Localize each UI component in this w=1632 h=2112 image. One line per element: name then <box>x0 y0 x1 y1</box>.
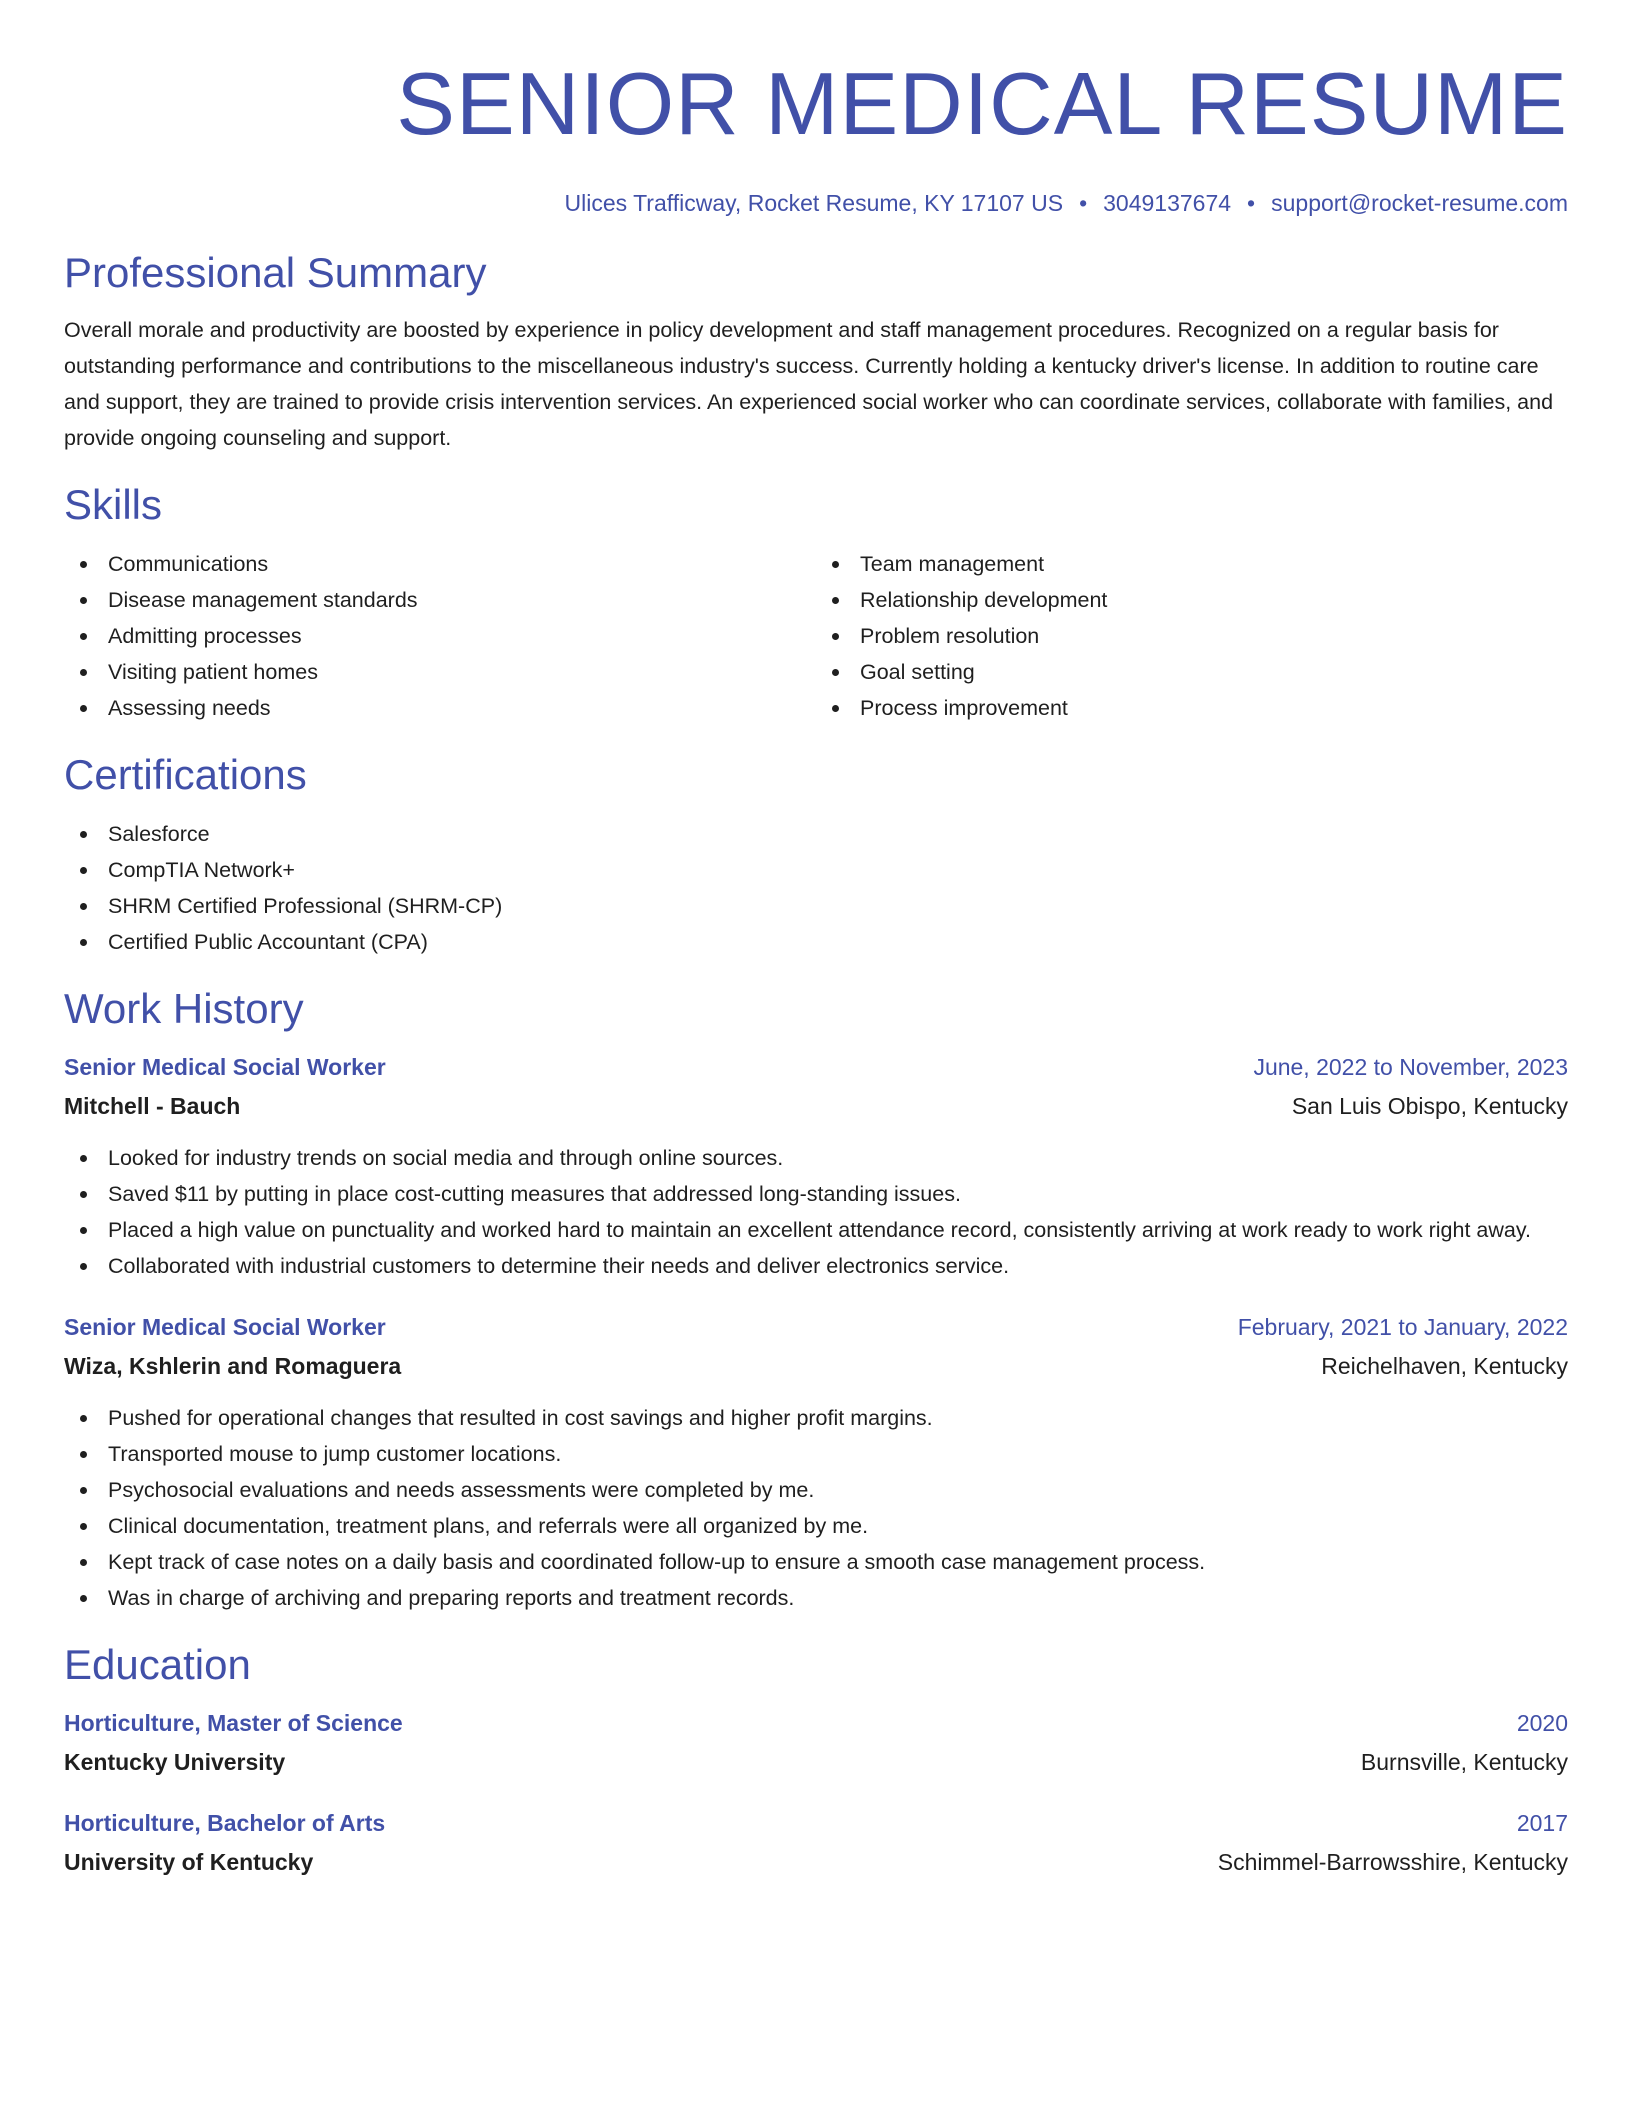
education-entry <box>64 1704 1568 1782</box>
job-entry <box>64 1048 1568 1284</box>
graduation-year: 2020 <box>1516 1710 1568 1736</box>
certifications-heading: Certifications <box>64 751 307 798</box>
school-row <box>64 1742 1568 1782</box>
skills-columns <box>64 546 1568 726</box>
job-bullets <box>64 1140 1568 1284</box>
summary-heading: Professional Summary <box>64 249 487 296</box>
job-location: Reichelhaven, Kentucky <box>1321 1353 1568 1379</box>
education-section <box>64 1640 1568 1882</box>
skill-item: Problem resolution <box>816 618 1568 654</box>
skills-list-left <box>64 546 816 726</box>
job-dates: June, 2022 to November, 2023 <box>1253 1054 1568 1080</box>
skill-item: Communications <box>64 546 816 582</box>
education-entry <box>64 1804 1568 1882</box>
work-history-section <box>64 984 1568 1616</box>
skill-item: Relationship development <box>816 582 1568 618</box>
education-heading: Education <box>64 1641 251 1688</box>
job-bullet: Placed a high value on punctuality and worked hard to maintain an excellent attendance record, consistently arriving at work ready to work right away. <box>64 1212 1568 1248</box>
job-bullet: Clinical documentation, treatment plans, and referrals were all organized by me. <box>64 1508 1568 1544</box>
job-title: Senior Medical Social Worker <box>64 1054 386 1080</box>
skill-item: Team management <box>816 546 1568 582</box>
job-bullet: Collaborated with industrial customers to determine their needs and deliver electronics service. <box>64 1248 1568 1284</box>
resume-header <box>64 56 1568 218</box>
school-location: Burnsville, Kentucky <box>1360 1749 1568 1775</box>
skills-column-left <box>64 546 816 726</box>
job-employer: Mitchell - Bauch <box>64 1093 241 1119</box>
summary-section <box>64 248 1568 456</box>
skill-item: Visiting patient homes <box>64 654 816 690</box>
job-location: San Luis Obispo, Kentucky <box>1291 1093 1568 1119</box>
job-title-row <box>64 1308 1568 1346</box>
school-row <box>64 1842 1568 1882</box>
contact-separator: • <box>1079 190 1088 216</box>
graduation-year: 2017 <box>1516 1810 1568 1836</box>
skill-item: Goal setting <box>816 654 1568 690</box>
certification-item: Salesforce <box>64 816 1568 852</box>
job-employer: Wiza, Kshlerin and Romaguera <box>64 1353 402 1379</box>
job-title-row <box>64 1048 1568 1086</box>
skill-item: Assessing needs <box>64 690 816 726</box>
contact-separator: • <box>1247 190 1256 216</box>
job-bullet: Looked for industry trends on social media and through online sources. <box>64 1140 1568 1176</box>
skills-heading: Skills <box>64 481 163 528</box>
contact-email[interactable]: support@rocket-resume.com <box>1271 190 1568 216</box>
skills-section <box>64 480 1568 726</box>
job-bullet: Kept track of case notes on a daily basis and coordinated follow-up to ensure a smooth case management process. <box>64 1544 1568 1580</box>
certifications-list <box>64 816 1568 960</box>
job-employer-row <box>64 1086 1568 1126</box>
resume-title: SENIOR MEDICAL RESUME <box>396 54 1568 153</box>
job-bullet: Psychosocial evaluations and needs assessments were completed by me. <box>64 1472 1568 1508</box>
summary-text: Overall morale and productivity are boosted by experience in policy development and staff management procedures. Recognized on a regular basis for outstanding performance and contributions to the miscellaneous industry's success. Currently holding a kentucky driver's license. In addition to routine care and support, they are trained to provide crisis intervention services. An experienced social worker who can coordinate services, collaborate with families, and provide ongoing counseling and support. <box>64 318 1554 450</box>
job-bullet: Was in charge of archiving and preparing reports and treatment records. <box>64 1580 1568 1616</box>
job-bullets <box>64 1400 1568 1616</box>
job-bullet: Pushed for operational changes that resulted in cost savings and higher profit margins. <box>64 1400 1568 1436</box>
certification-item: SHRM Certified Professional (SHRM-CP) <box>64 888 1568 924</box>
job-entry <box>64 1308 1568 1616</box>
skills-list-right <box>816 546 1568 726</box>
school-name: Kentucky University <box>64 1749 286 1775</box>
contact-line <box>64 188 1568 218</box>
contact-address: Ulices Trafficway, Rocket Resume, KY 17107 US <box>564 190 1064 216</box>
skills-column-right <box>816 546 1568 726</box>
certification-item: CompTIA Network+ <box>64 852 1568 888</box>
certifications-section <box>64 750 1568 960</box>
school-location: Schimmel-Barrowsshire, Kentucky <box>1217 1849 1568 1875</box>
degree-row <box>64 1704 1568 1742</box>
contact-phone: 3049137674 <box>1103 190 1232 216</box>
job-dates: February, 2021 to January, 2022 <box>1237 1314 1568 1340</box>
certification-item: Certified Public Accountant (CPA) <box>64 924 1568 960</box>
school-name: University of Kentucky <box>64 1849 314 1875</box>
skill-item: Process improvement <box>816 690 1568 726</box>
job-bullet: Saved $11 by putting in place cost-cutting measures that addressed long-standing issues. <box>64 1176 1568 1212</box>
job-bullet: Transported mouse to jump customer locations. <box>64 1436 1568 1472</box>
skill-item: Admitting processes <box>64 618 816 654</box>
degree-title: Horticulture, Master of Science <box>64 1710 403 1736</box>
job-employer-row <box>64 1346 1568 1386</box>
degree-title: Horticulture, Bachelor of Arts <box>64 1810 386 1836</box>
skill-item: Disease management standards <box>64 582 816 618</box>
work-history-heading: Work History <box>64 985 304 1032</box>
job-title: Senior Medical Social Worker <box>64 1314 386 1340</box>
degree-row <box>64 1804 1568 1842</box>
